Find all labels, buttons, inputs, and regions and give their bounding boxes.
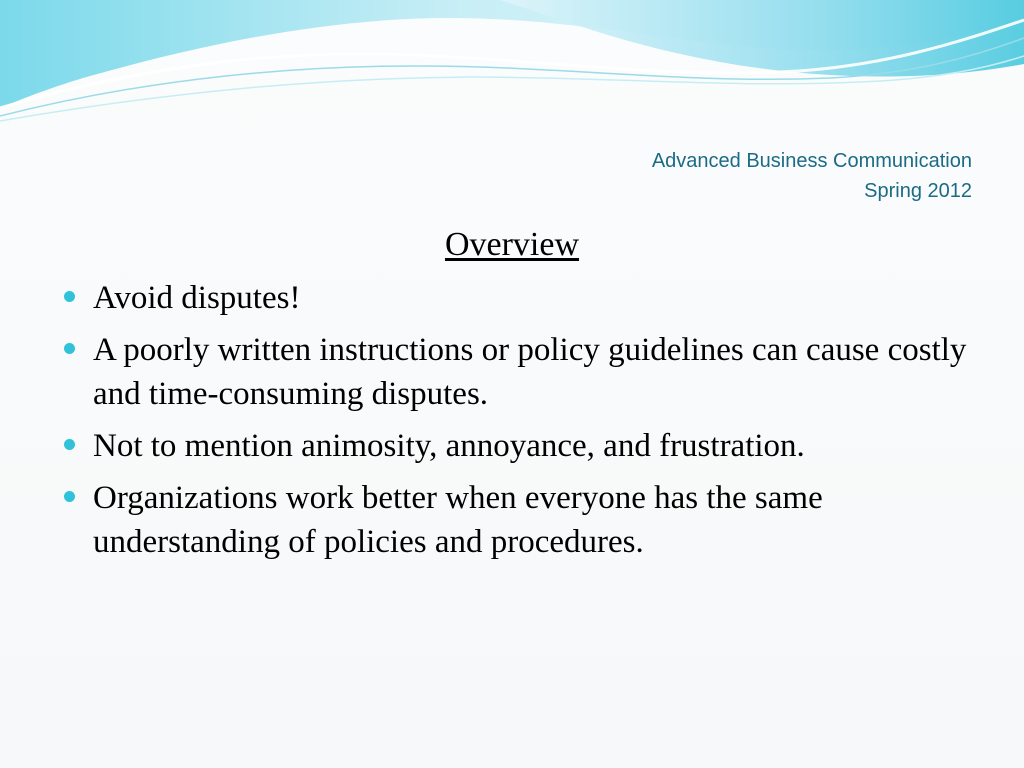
bullet-list <box>62 276 992 572</box>
bullet-marker-icon <box>64 291 75 302</box>
course-name: Advanced Business Communication <box>651 150 972 172</box>
bullet-item <box>62 276 992 320</box>
bullet-marker-icon <box>64 343 75 354</box>
bullet-item <box>62 328 992 416</box>
bullet-text: A poorly written instructions or policy guidelines can cause costly and time-consuming disputes. <box>93 332 967 412</box>
bullet-text: Avoid disputes! <box>93 280 301 316</box>
slide-title: Overview <box>444 226 580 263</box>
bullet-item <box>62 476 992 564</box>
bullet-item <box>62 424 992 468</box>
bullet-marker-icon <box>64 491 75 502</box>
bullet-marker-icon <box>64 439 75 450</box>
bullet-text: Not to mention animosity, annoyance, and frustration. <box>93 428 805 464</box>
wave-decoration <box>0 0 1024 130</box>
bullet-text: Organizations work better when everyone has the same understanding of policies and procedures. <box>93 480 823 560</box>
course-term: Spring 2012 <box>864 180 972 202</box>
course-header <box>652 146 972 206</box>
